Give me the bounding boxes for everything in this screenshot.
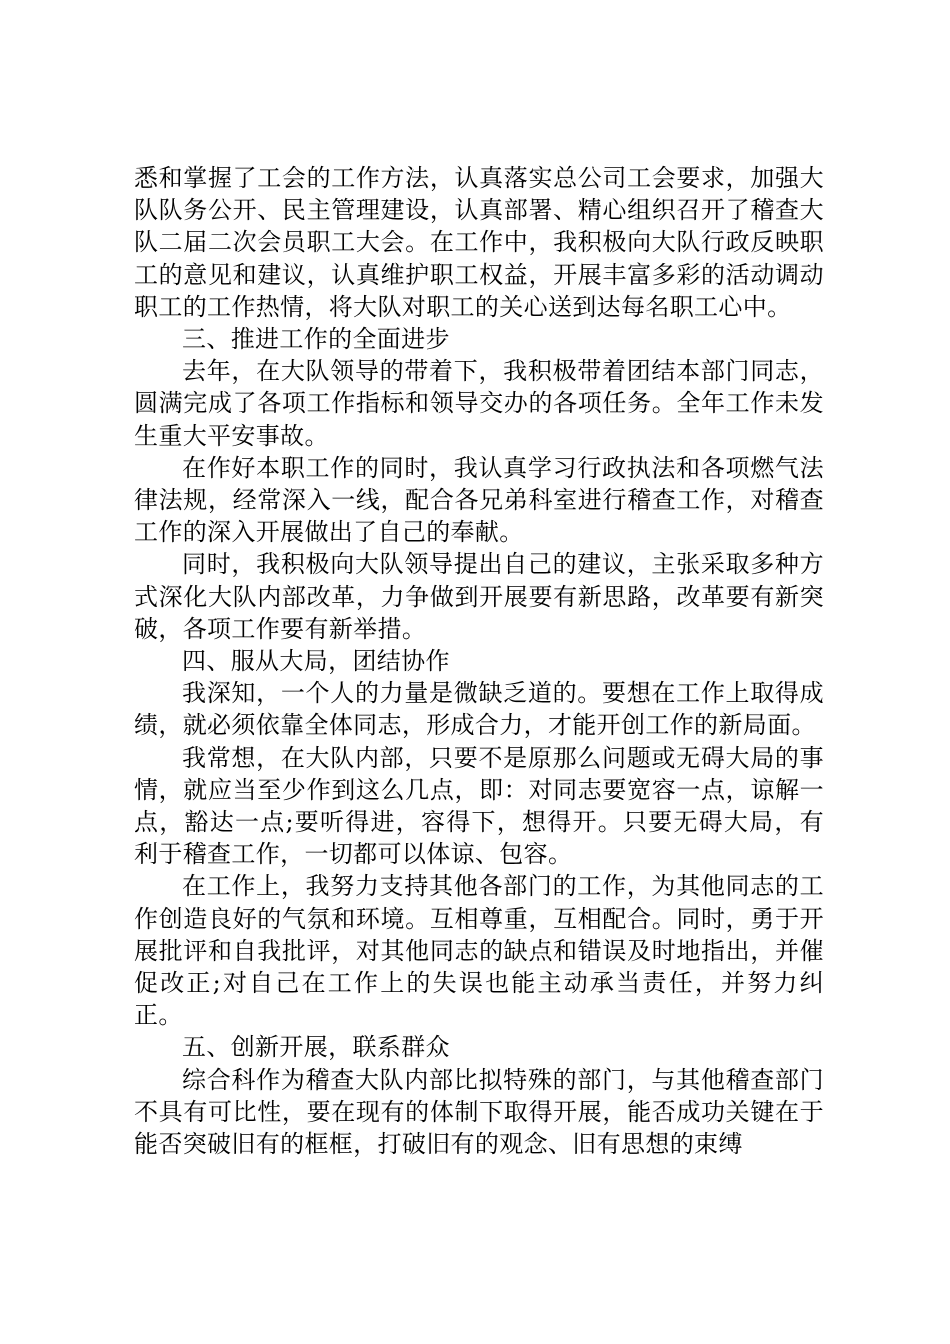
section-heading-4: 四、服从大局，团结协作 (182, 647, 450, 676)
paragraph: 综合科作为稽查大队内部比拟特殊的部门，与其他稽查部门不具有可比性，要在现有的体制下取得开展，能否成功关键在于能否突破旧有的框框，打破旧有的观念、旧有思想的束缚 (134, 1065, 824, 1159)
paragraph: 在作好本职工作的同时，我认真学习行政执法和各项燃气法律法规，经常深入一线，配合各兄弟科室进行稽查工作，对稽查工作的深入开展做出了自己的奉献。 (134, 453, 824, 547)
paragraph: 在工作上，我努力支持其他各部门的工作，为其他同志的工作创造良好的气氛和环境。互相尊重，互相配合。同时，勇于开展批评和自我批评，对其他同志的缺点和错误及时地指出，并催促改正;对自己在工作上的失误也能主动承当责任，并努力纠正。 (134, 872, 824, 1030)
paragraph: 我常想，在大队内部，只要不是原那么问题或无碍大局的事情，就应当至少作到这么几点，即：对同志要宽容一点，谅解一点，豁达一点;要听得进，容得下，想得开。只要无碍大局，有利于稽查工作，一切都可以体谅、包容。 (134, 743, 824, 869)
paragraph: 我深知，一个人的力量是微缺乏道的。要想在工作上取得成绩，就必须依靠全体同志，形成合力，才能开创工作的新局面。 (134, 679, 824, 740)
section-heading-3: 三、推进工作的全面进步 (182, 325, 450, 354)
section-heading-5: 五、创新开展，联系群众 (182, 1033, 450, 1062)
paragraph: 同时，我积极向大队领导提出自己的建议，主张采取多种方式深化大队内部改革，力争做到开展要有新思路，改革要有新突破，各项工作要有新举措。 (134, 550, 824, 643)
paragraph-continuation: 悉和掌握了工会的工作方法，认真落实总公司工会要求，加强大队队务公开、民主管理建设，认真部署、精心组织召开了稽查大队二届二次会员职工大会。在工作中，我积极向大队行政反映职工的意见和建议，认真维护职工权益，开展丰富多彩的活动调动职工的工作热情，将大队对职工的关心送到达每名职工心中。 (134, 164, 824, 321)
document-body (134, 162, 824, 1160)
paragraph: 去年，在大队领导的带着下，我积极带着团结本部门同志，圆满完成了各项工作指标和领导交办的各项任务。全年工作未发生重大平安事故。 (134, 357, 824, 450)
